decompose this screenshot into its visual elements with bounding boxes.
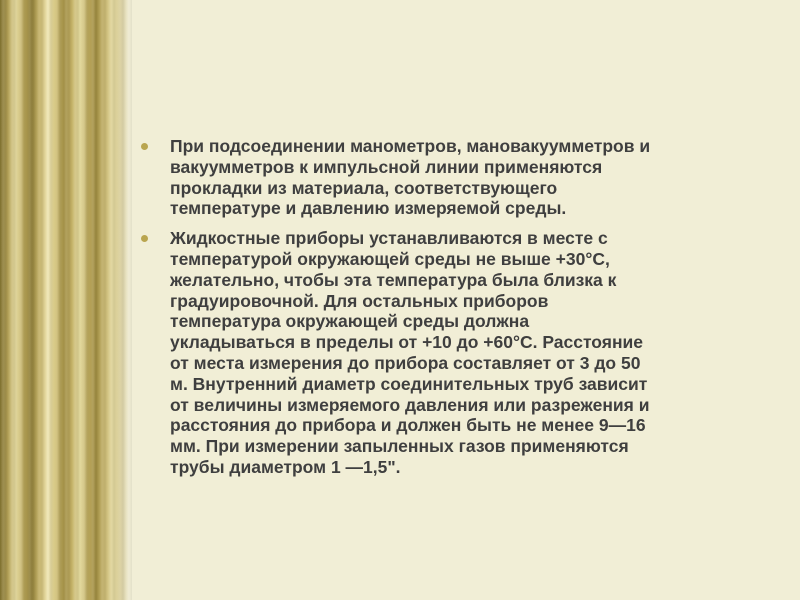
- bullet-dot-icon: [141, 235, 148, 242]
- gold-drape-decoration: [0, 0, 132, 600]
- bullet-text-2: Жидкостные приборы устанавливаются в месте с температурой окружающей среды не выше +30°С, желательно, чтобы эта температура была близка к градуировочной. Для остальных приборов температура окружающей среды должна укладываться в пределы от +10 до +60°С. Расстояние от места измерения до прибора составляет от 3 до 50 м. Внутренний диаметр соединительных труб зависит от величины измеряемого давления или разрежения и расстояния до прибора и должен быть не менее 9—16 мм. При измерении запыленных газов применяются трубы диаметром 1 —1,5".: [170, 228, 650, 477]
- bullet-item-2: [138, 228, 788, 478]
- bullet-list: [138, 136, 788, 478]
- bullet-text-1: При подсоединении манометров, мановакуумметров и вакуумметров к импульсной линии применяются прокладки из материала, соответствующего температуре и давлению измеряемой среды.: [170, 136, 651, 219]
- slide-body: [138, 136, 788, 487]
- bullet-dot-icon: [141, 143, 148, 150]
- bullet-item-1: [138, 136, 788, 219]
